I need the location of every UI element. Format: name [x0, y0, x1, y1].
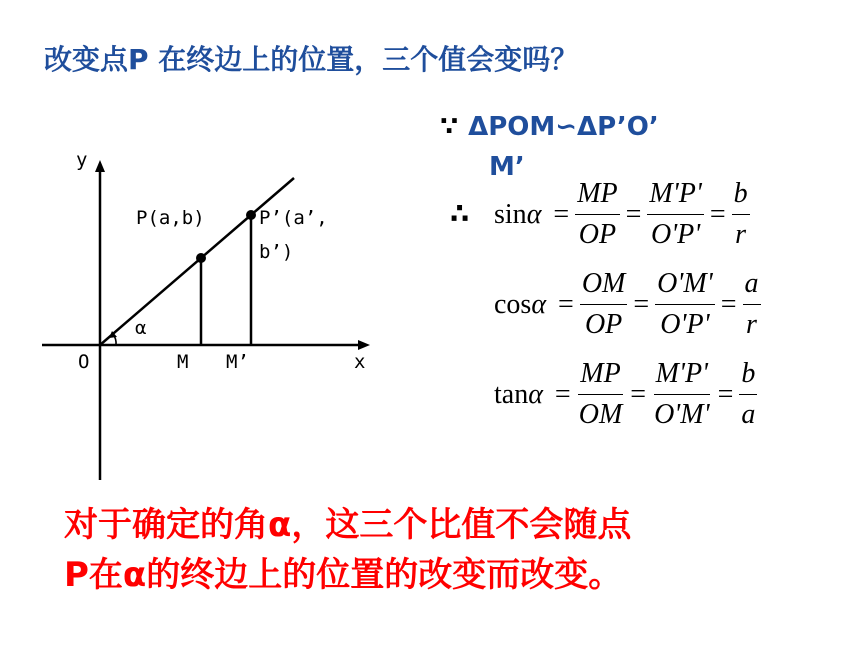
sin-frac1-den: OP — [578, 219, 617, 250]
cos-frac1-den: OP — [584, 309, 623, 340]
x-axis-arrow — [358, 340, 370, 350]
sin-arg: α — [526, 198, 542, 230]
tan-frac1-den: OM — [578, 399, 623, 430]
point-p-label: P(a,b) — [136, 207, 205, 229]
because-symbol: ∵ — [440, 112, 459, 142]
tan-arg: α — [528, 378, 543, 410]
cos-frac2-num: O'M' — [655, 268, 715, 305]
tan-formula: tanα = $\frac{MP}{OM}$ = $\frac{M'P'}{O'M'}$ = $\frac{b}{a}$ — [494, 358, 756, 430]
sin-formula: sinα = $\frac{MP}{OP}$ = $\frac{M'P'}{O'P'}$ = $\frac{b}{r}$ — [494, 178, 748, 250]
point-p2-dot — [246, 210, 256, 220]
cos-frac1-num: OM — [580, 268, 628, 305]
because-statement — [440, 107, 659, 182]
conclusion-line-1: 对于确定的角α，这三个比值不会随点 — [64, 505, 632, 545]
tan-frac1-num: MP — [578, 358, 622, 395]
m-label: M — [177, 351, 189, 373]
therefore-symbol: ∴ — [450, 197, 470, 230]
cos-function: cos — [494, 288, 532, 320]
y-axis-label: y — [76, 149, 88, 171]
sin-function: sin — [494, 198, 527, 230]
alpha-label: α — [135, 317, 147, 339]
point-p2-label-line1: P’(a’, — [259, 207, 328, 229]
sin-frac2-den: O'P' — [650, 219, 701, 250]
cos-formula: cosα = $\frac{OM}{OP}$ = $\frac{O'M'}{O'P'}$ = $\frac{a}{r}$ — [494, 268, 759, 340]
conclusion-line-2: P在α的终边上的位置的改变而改变。 — [64, 555, 623, 595]
conclusion-text — [64, 500, 631, 600]
sin-frac1-num: MP — [575, 178, 619, 215]
sin-frac3-den: r — [735, 219, 747, 250]
cos-frac3-num: a — [743, 268, 761, 305]
tan-frac3-num: b — [739, 358, 757, 395]
point-p-dot — [196, 253, 206, 263]
tan-frac3-den: a — [741, 399, 756, 430]
cos-frac2-den: O'P' — [660, 309, 710, 340]
y-axis-arrow — [95, 160, 105, 172]
tan-function: tan — [494, 378, 529, 410]
sin-frac3-num: b — [732, 178, 750, 215]
m2-label: M’ — [226, 351, 249, 373]
origin-label: O — [78, 351, 90, 373]
coordinate-diagram — [0, 0, 430, 490]
slide-title: 改变点P 在终边上的位置，三个值会变吗？ — [44, 43, 579, 76]
similar-triangles-text: ΔPOM∽ΔP’O’ — [468, 112, 659, 142]
tan-frac2-den: O'M' — [654, 399, 710, 430]
sin-frac2-num: M'P' — [647, 178, 703, 215]
cos-frac3-den: r — [746, 309, 757, 340]
tan-frac2-num: M'P' — [654, 358, 710, 395]
x-axis-label: x — [354, 351, 366, 373]
point-p2-label-line2: b’) — [259, 241, 294, 263]
cos-arg: α — [531, 288, 547, 320]
similar-triangles-text-cont: M’ — [489, 152, 525, 182]
